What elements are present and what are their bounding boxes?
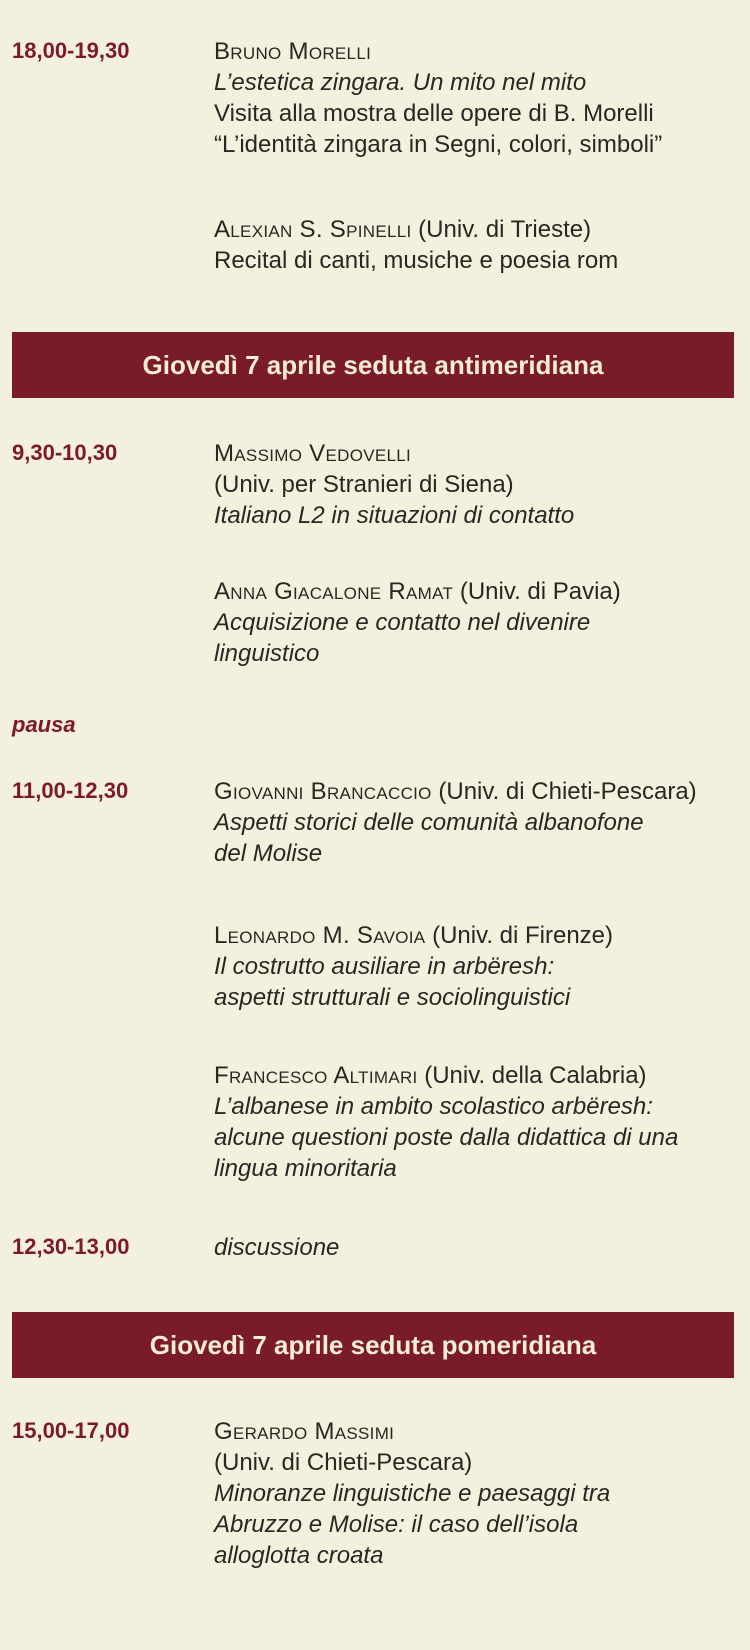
talk-title: Minoranze linguistiche e paesaggi tra [214, 1480, 611, 1507]
speaker-name: Alexian S. Spinelli [214, 216, 412, 243]
talk-massimi [214, 1416, 744, 1571]
talk-title: Abruzzo e Molise: il caso dell’isola [214, 1511, 579, 1538]
talk-title: Recital di canti, musiche e poesia rom [214, 247, 619, 274]
talk-title: alcune questioni poste dalla didattica di una [214, 1124, 679, 1151]
discussion-label: discussione [214, 1234, 340, 1261]
talk-title: del Molise [214, 840, 323, 867]
talk-title: L’estetica zingara. Un mito nel mito [214, 69, 587, 96]
time-slot-1230: 12,30-13,00 [12, 1234, 130, 1259]
talk-title: Acquisizione e contatto nel divenire [214, 609, 591, 636]
time-slot-1500: 15,00-17,00 [12, 1418, 130, 1443]
time-slot-0930: 9,30-10,30 [12, 440, 118, 465]
discussion [214, 1232, 744, 1263]
time-slot-1100: 11,00-12,30 [12, 778, 129, 803]
talk-title: linguistico [214, 640, 320, 667]
speaker-name: Anna Giacalone Ramat [214, 578, 454, 605]
break-label: pausa [12, 712, 76, 737]
time-slot-1800: 18,00-19,30 [12, 38, 130, 63]
talk-giacalone-ramat [214, 576, 744, 669]
talk-vedovelli [214, 438, 744, 531]
speaker-affiliation: (Univ. di Trieste) [411, 216, 592, 243]
speaker-name: Francesco Altimari [214, 1062, 418, 1089]
talk-note: Visita alla mostra delle opere di B. Morelli [214, 100, 654, 127]
speaker-affiliation: (Univ. per Stranieri di Siena) [214, 471, 514, 498]
speaker-affiliation: (Univ. di Firenze) [425, 922, 614, 949]
speaker-name: Leonardo M. Savoia [214, 922, 426, 949]
speaker-name: Bruno Morelli [214, 38, 372, 65]
speaker-affiliation: (Univ. della Calabria) [417, 1062, 647, 1089]
talk-spinelli [214, 214, 744, 276]
speaker-affiliation: (Univ. di Chieti-Pescara) [431, 778, 697, 805]
session-header-morning: Giovedì 7 aprile seduta antimeridiana [12, 332, 734, 398]
talk-brancaccio [214, 776, 744, 869]
talk-title: L’albanese in ambito scolastico arbëresh: [214, 1093, 653, 1120]
talk-savoia [214, 920, 744, 1013]
speaker-affiliation: (Univ. di Pavia) [453, 578, 621, 605]
speaker-affiliation: (Univ. di Chieti-Pescara) [214, 1449, 473, 1476]
speaker-name: Giovanni Brancaccio [214, 778, 432, 805]
talk-title: alloglotta croata [214, 1542, 384, 1569]
talk-title: Aspetti storici delle comunità albanofone [214, 809, 644, 836]
talk-morelli [214, 36, 744, 160]
speaker-name: Gerardo Massimi [214, 1418, 395, 1445]
talk-title: Italiano L2 in situazioni di contatto [214, 502, 575, 529]
talk-note: “L’identità zingara in Segni, colori, simboli” [214, 131, 663, 158]
talk-title: aspetti strutturali e sociolinguistici [214, 984, 571, 1011]
talk-altimari [214, 1060, 744, 1184]
speaker-name: Massimo Vedovelli [214, 440, 412, 467]
talk-title: Il costrutto ausiliare in arbëresh: [214, 953, 555, 980]
session-header-afternoon: Giovedì 7 aprile seduta pomeridiana [12, 1312, 734, 1378]
talk-title: lingua minoritaria [214, 1155, 397, 1182]
